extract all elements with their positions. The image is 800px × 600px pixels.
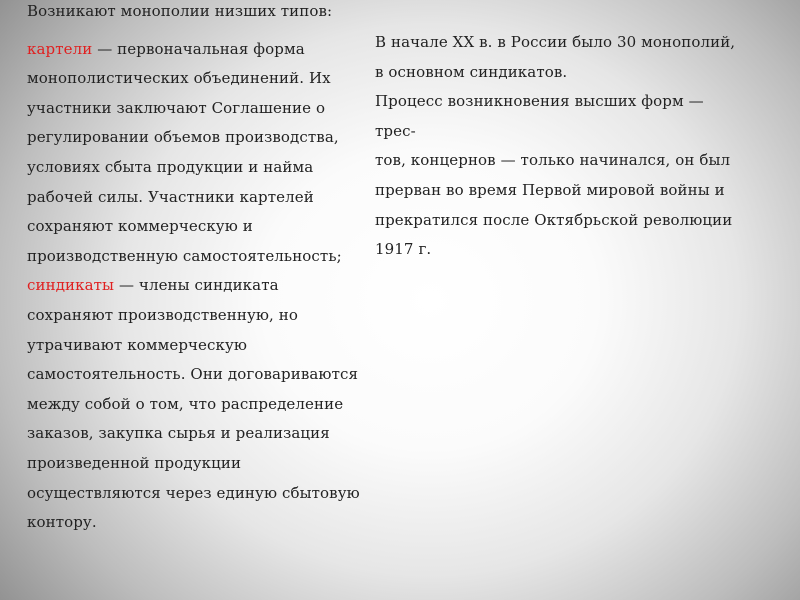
paragraph-line: прекратился после Октябрьской революции (375, 210, 733, 229)
paragraph-line: В начале XX в. в России было 30 монополий, (375, 33, 736, 51)
cartels-first-line-rest: — первоначальная форма (92, 39, 305, 58)
cartels-paragraph (27, 35, 372, 272)
syndicates-line: между собой о том, что распределение (27, 394, 344, 413)
intro-text: Возникают монополии низших типов: (27, 2, 333, 20)
paragraph-line: Процесс возникновения высших форм — (375, 92, 704, 111)
cartels-line: регулировании объемов производства, (27, 128, 339, 147)
syndicates-line: контору. (27, 513, 97, 532)
syndicates-line: утрачивают коммерческую (27, 335, 248, 354)
syndicates-term: синдикаты (27, 276, 115, 295)
syndicates-paragraph (27, 271, 372, 537)
syndicates-first-line-rest: — члены синдиката (114, 276, 279, 295)
syndicates-line: сохраняют производственную, но (27, 305, 299, 324)
cartels-line: рабочей силы. Участники картелей (27, 187, 314, 206)
cartels-line: сохраняют коммерческую и (27, 217, 253, 236)
paragraph-line: 1917 г. (375, 240, 432, 259)
right-text-column (375, 28, 755, 265)
left-text-column (27, 0, 372, 538)
cartels-line: монополистических объединений. Их (27, 69, 331, 88)
paragraph-line: в основном синдикатов. (375, 62, 568, 81)
syndicates-line: произведенной продукции (27, 453, 242, 472)
paragraph-line: прерван во время Первой мировой войны и (375, 180, 725, 199)
higher-forms-paragraph (375, 87, 755, 265)
cartels-line: участники заключают Соглашение о (27, 98, 326, 117)
cartels-line: условиях сбыта продукции и найма (27, 157, 314, 176)
cartels-first-line (27, 35, 372, 65)
cartels-term: картели (27, 39, 93, 58)
syndicates-line: самостоятельность. Они договариваются (27, 365, 359, 384)
monopolies-count-paragraph (375, 28, 755, 87)
syndicates-first-line (27, 271, 372, 301)
paragraph-line: трес- (375, 121, 416, 140)
syndicates-line: осуществляются через единую сбытовую (27, 483, 360, 502)
syndicates-line: заказов, закупка сырья и реализация (27, 424, 330, 443)
cartels-line: производственную самостоятельность; (27, 246, 342, 265)
paragraph-line: тов, концернов — только начинался, он был (375, 151, 731, 170)
